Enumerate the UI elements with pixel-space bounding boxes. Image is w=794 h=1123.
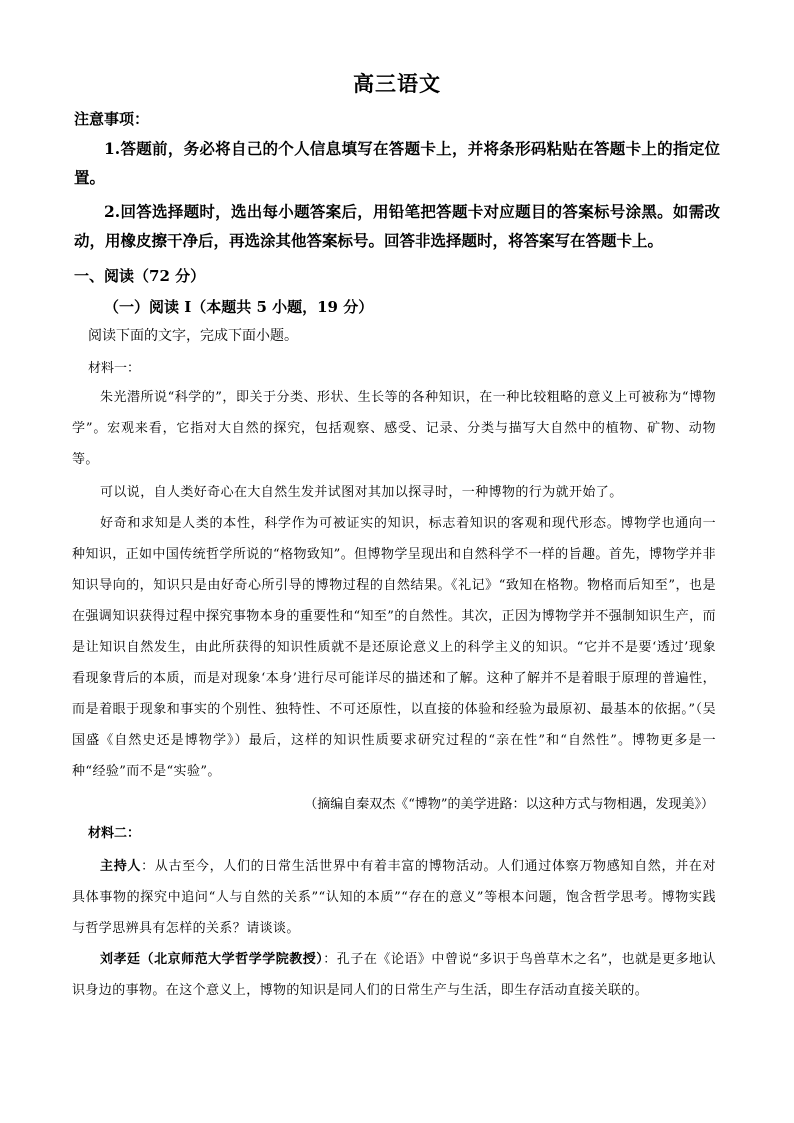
speaker-label: 刘孝廷（北京师范大学哲学学院教授） (100, 952, 324, 967)
notice-item-2 (74, 197, 720, 255)
notice-item-1 (74, 134, 720, 192)
reading-instruction: 阅读下面的文字，完成下面小题。 (88, 328, 298, 344)
notice-heading: 注意事项： (74, 110, 150, 128)
host-label: 主持人 (100, 859, 142, 874)
material-1-paragraph-3: 好奇和求知是人类的本性，科学作为可被证实的知识，标志着知识的客观和现代形态。博物学也通向一种知识，正如中国传统哲学所说的“格物致知”。但博物学呈现出和自然科学不一样的旨趣。首先，博物学并非知识导向的，知识只是由好奇心所引导的博物过程的自然结果。《礼记》“致知在格物。物格而后知至”，也是在强调知识获得过程中探究事物本身的重要性和“知至”的自然性。其次，正因为博物学并不强制知识生产，而是让知识自然发生，由此所获得的知识性质就不是还原论意义上的科学主义的知识。“它并不是要‘透过’现象看现象背后的本质，而是对现象‘本身’进行尽可能详尽的描述和了解。这种了解并不是着眼于原理的普遍性，而是着眼于现象和事实的个别性、独特性、不可还原性，以直接的体验和经验为最原初、最基本的依据。”（吴国盛《自然史还是博物学》）最后，这样的知识性质要求研究过程的“亲在性”和“自然性”。博物更多是一种“经验”而不是“实验”。 (72, 516, 716, 779)
material-2-label: 材料二： (88, 826, 141, 841)
host-text: ：从古至今，人们的日常生活世界中有着丰富的博物活动。人们通过体察万物感知自然，并在对具体事物的探究中追问“人与自然的关系”“认知的本质”“存在的意义”等根本问题，饱含哲学思考。博物实践与哲学思辨具有怎样的关系？请谈谈。 (72, 859, 716, 936)
material-2-host-paragraph (72, 851, 716, 944)
notice-item-2-text: 2.回答选择题时，选出每小题答案后，用铅笔把答题卡对应题目的答案标号涂黑。如需改动，用橡皮擦干净后，再选涂其他答案标号。回答非选择题时，将答案写在答题卡上。 (74, 202, 720, 250)
section-heading: 一、阅读（72 分） (74, 267, 206, 285)
material-1-paragraph-2: 可以说，自人类好奇心在大自然生发并试图对其加以探寻时，一种博物的行为就开始了。 (100, 485, 623, 500)
speaker-text: ：孔子在《论语》中曾说“多识于鸟兽草木之名”，也就是更多地认识身边的事物。在这个意义上，博物的知识是同人们的日常生产与生活，即生存活动直接关联的。 (72, 952, 716, 998)
material-1-label: 材料一： (88, 361, 141, 376)
page-title: 高三语文 (353, 71, 441, 96)
subsection-heading: （一）阅读 I（本题共 5 小题，19 分） (104, 298, 374, 316)
material-1-paragraph-1: 朱光潜所说“科学的”，即关于分类、形状、生长等的各种知识，在一种比较粗略的意义上可被称为“博物学”。宏观来看，它指对大自然的探究，包括观察、感受、记录、分类与描写大自然中的植物、矿物、动物等。 (72, 390, 716, 467)
notice-item-1-text: 1.答题前，务必将自己的个人信息填写在答题卡上，并将条形码粘贴在答题卡上的指定位置。 (74, 139, 720, 187)
material-2-speaker-paragraph (72, 944, 716, 1006)
material-1-source: （摘编自秦双杰《“博物”的美学进路：以这种方式与物相遇，发现美》） (304, 797, 714, 812)
